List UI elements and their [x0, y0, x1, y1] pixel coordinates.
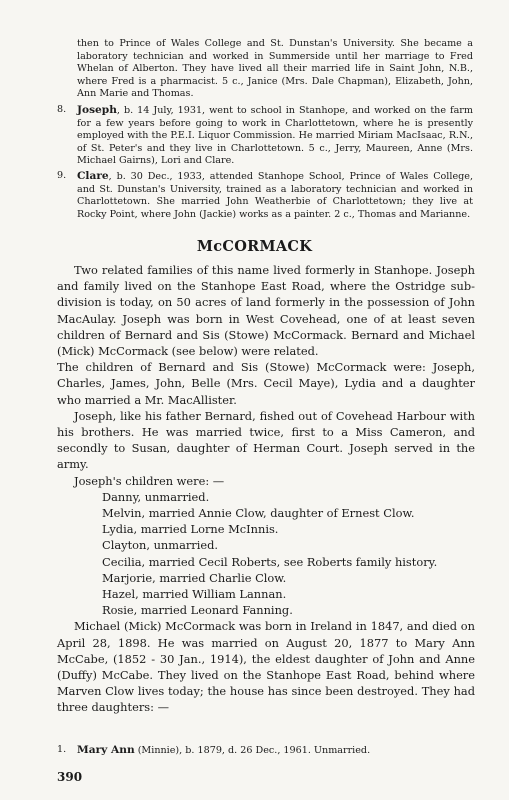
item-name: Clare [77, 170, 109, 182]
paragraph: Joseph, like his father Bernard, fished out of Covehead Harbour with his brothers. He was married twice, first to a Miss Cameron, and secondly to Susan, daughter of Herman Court. Joseph served in the army. [57, 408, 475, 472]
list-item: Melvin, married Annie Clow, daughter of Ernest Clow. [102, 506, 415, 521]
closing-paragraph: Michael (Mick) McCormack was born in Ireland in 1847, and died on April 28, 1898. He was married on August 20, 1877 to Mary Ann McCabe, (1852 - 30 Jan., 1914), the eldest daughter of John and Anne (Duffy) McCabe. They lived on the Stanhope East Road, behind where Marven Clow lives today; the house has since been destroyed. They had three daughters: — [57, 619, 475, 715]
intro-continuation: then to Prince of Wales College and St. Dunstan's University. She became a laboratory technician and worked in Summerside until her marriage to Fred Whelan of Alberton. They have lived all their married life in Saint John, N.B., where Fred is a pharmacist. 5 c., Janice (Mrs. Dale Chapman), Elizabeth, John, Ann Marie and Thomas. [77, 38, 473, 100]
item-text: (Minnie), b. 1879, d. 26 Dec., 1961. Unmarried. [134, 745, 371, 756]
list-item: Rosie, married Leonard Fanning. [102, 603, 293, 618]
list-item: Cecilia, married Cecil Roberts, see Roberts family history. [102, 554, 438, 569]
item-name: Joseph [77, 104, 117, 116]
item-number: 9. [57, 170, 67, 181]
list-item: Lydia, married Lorne McInnis. [102, 522, 279, 537]
page-number: 390 [57, 770, 83, 784]
footnote-item [57, 744, 473, 756]
children-list [57, 489, 475, 619]
paragraph: Two related families of this name lived formerly in Stanhope. Joseph and family lived on the Stanhope East Road, where the Ostridge sub-division is today, on 50 acres of land formerly in the possession of John MacAulay. Joseph was born in West Covehead, one of at least seven children of Bernard and Sis (Stowe) McCormack. Bernard and Michael (Mick) McCormack (see below) were related. [57, 263, 475, 359]
list-item: Marjorie, married Charlie Clow. [102, 570, 287, 585]
list-item-clare [57, 170, 473, 221]
main-text [57, 262, 475, 716]
item-body [77, 744, 370, 756]
list-item: Danny, unmarried. [102, 489, 210, 504]
item-name: Mary Ann [77, 744, 135, 756]
section-heading: McCORMACK [196, 238, 313, 255]
item-number: 1. [57, 744, 67, 755]
list-item-joseph [57, 104, 473, 168]
list-item: Hazel, married William Lannan. [102, 587, 287, 602]
item-text: , b. 14 July, 1931, went to school in Stanhope, and worked on the farm for a few years before going to work in Charlottetown, where he is presently employed with the P.E.I. Liquor Commission. He married Miriam MacIsaac, R.N., of St. Peter's and they live in Charlottetown. 5 c., Jerry, Maureen, Anne (Mrs. Michael Gairns), Lori and Clare. [77, 105, 473, 167]
children-intro: Joseph's children were: — [74, 473, 225, 488]
item-number: 8. [57, 104, 67, 115]
item-body [77, 170, 473, 221]
item-text: , b. 30 Dec., 1933, attended Stanhope School, Prince of Wales College, and St. Dunstan's University, trained as a laboratory technician and worked in Charlottetown. She married John Weatherbie of Charlottetown; they live at Rocky Point, where John (Jackie) works as a painter. 2 c., Thomas and Marianne. [77, 171, 473, 220]
item-body [77, 104, 473, 168]
list-item: Clayton, unmarried. [102, 538, 219, 553]
paragraph: The children of Bernard and Sis (Stowe) McCormack were: Joseph, Charles, James, John, Belle (Mrs. Cecil Maye), Lydia and a daughter who married a Mr. MacAllister. [57, 360, 475, 407]
